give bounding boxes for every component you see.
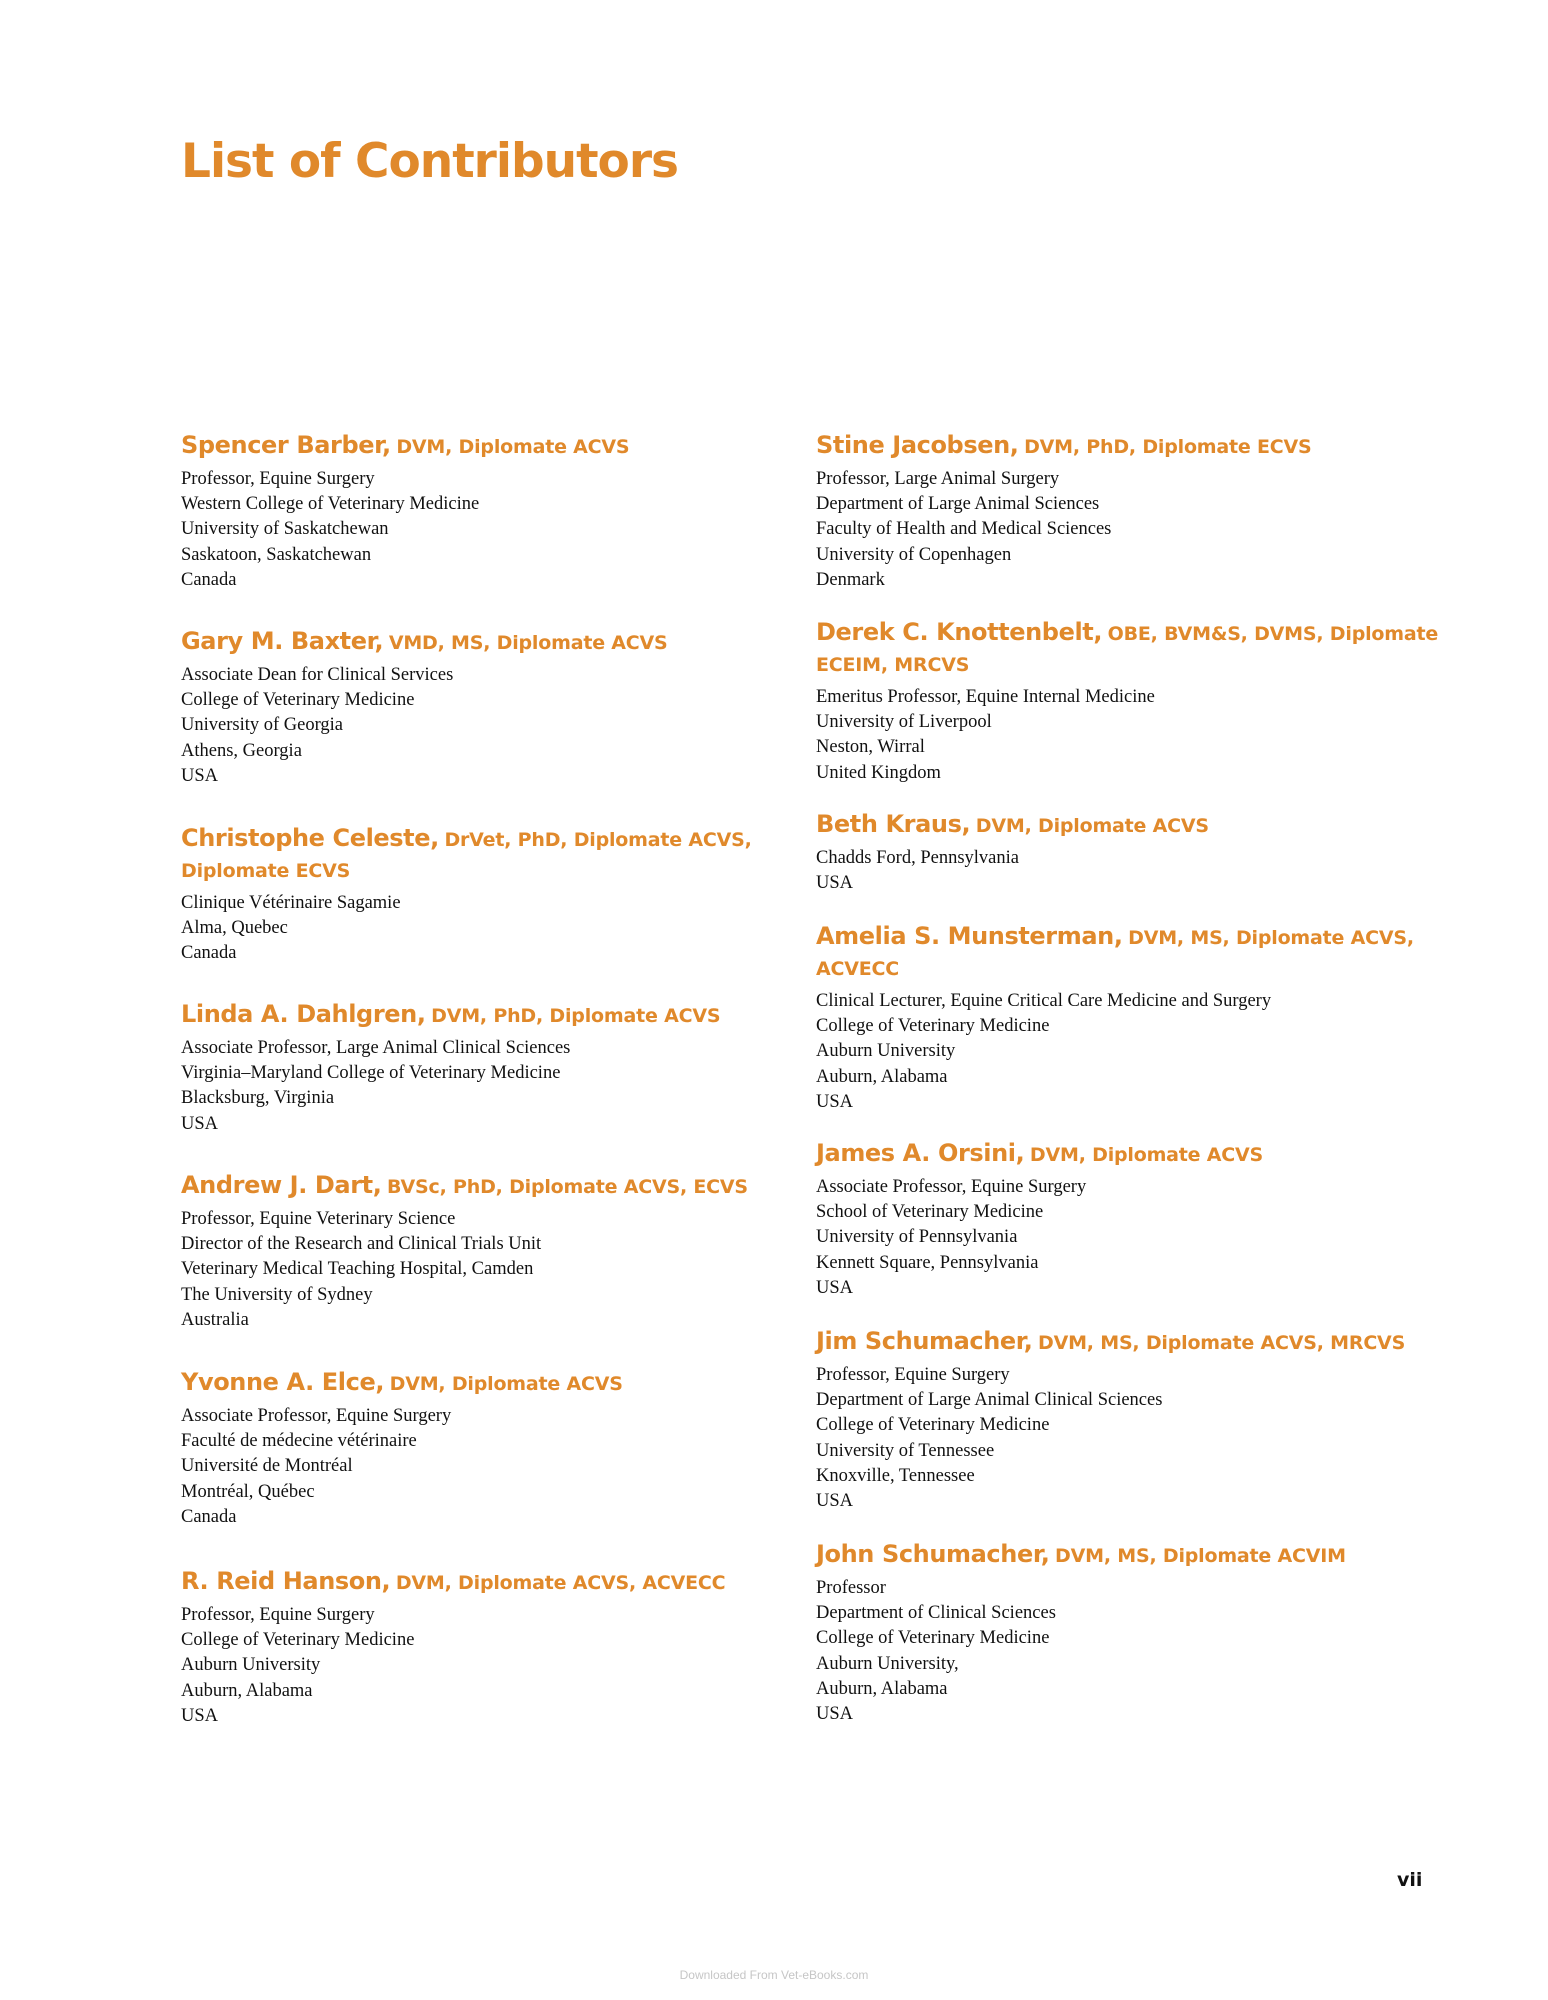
contributor-name: Derek C. Knottenbelt,	[816, 618, 1103, 646]
contributor-entry	[181, 1170, 791, 1333]
contributor-credentials: BVSc, PhD, Diplomate ACVS, ECVS	[387, 1176, 748, 1198]
contributor-name: Amelia S. Munsterman,	[816, 922, 1123, 950]
contributor-entry	[181, 823, 791, 967]
affiliation-line: Professor, Equine Surgery	[816, 1365, 1010, 1385]
affiliation-line: Auburn University	[181, 1655, 321, 1676]
contributor-heading	[181, 823, 791, 887]
affiliation-line: Auburn University,	[816, 1653, 959, 1674]
affiliation-line: The University of Sydney	[181, 1284, 373, 1305]
affiliation-line: United Kingdom	[816, 762, 941, 783]
contributor-name: Gary M. Baxter,	[181, 627, 384, 655]
contributor-heading	[816, 1326, 1446, 1359]
contributor-heading	[181, 626, 791, 659]
affiliation-line: Chadds Ford, Pennsylvania	[816, 848, 1019, 868]
affiliation-line: Faculty of Health and Medical Sciences	[816, 519, 1112, 540]
affiliation-line: University of Pennsylvania	[816, 1227, 1018, 1248]
affiliation-line: Department of Clinical Sciences	[816, 1603, 1056, 1624]
affiliation-line: Professor, Equine Surgery	[181, 469, 375, 489]
contributor-credentials: DVM, Diplomate ACVS	[396, 436, 630, 458]
contributor-entry	[181, 1566, 791, 1729]
affiliation-line: Auburn, Alabama	[816, 1066, 948, 1087]
contributor-entry	[816, 921, 1446, 1115]
affiliation-line: University of Copenhagen	[816, 544, 1012, 565]
affiliation-line: University of Liverpool	[816, 712, 992, 733]
affiliation-line: USA	[816, 1277, 854, 1298]
affiliation-line: Veterinary Medical Teaching Hospital, Camden	[181, 1259, 534, 1280]
contributor-entry	[181, 999, 791, 1137]
contributor-name: Christophe Celeste,	[181, 824, 439, 852]
affiliation-line: USA	[181, 1705, 219, 1726]
affiliation-line: College of Veterinary Medicine	[816, 1415, 1050, 1436]
affiliation-line: Denmark	[816, 569, 885, 590]
contributor-name: Jim Schumacher,	[816, 1327, 1033, 1355]
contributor-name: R. Reid Hanson,	[181, 1567, 391, 1595]
contributor-credentials: DVM, MS, Diplomate ACVIM	[1055, 1545, 1346, 1567]
contributor-heading	[816, 809, 1446, 842]
contributor-name: James A. Orsini,	[816, 1139, 1025, 1167]
affiliation-line: College of Veterinary Medicine	[816, 1628, 1050, 1649]
affiliation-line: Professor	[816, 1578, 886, 1598]
affiliation-line: Professor, Equine Veterinary Science	[181, 1209, 456, 1229]
contributor-entry	[816, 1138, 1446, 1301]
page-title: List of Contributors	[181, 134, 678, 189]
contributor-credentials: DVM, PhD, Diplomate ACVS	[431, 1005, 721, 1027]
affiliation-line: Australia	[181, 1309, 249, 1330]
contributor-entry	[816, 1326, 1446, 1514]
contributor-name: Linda A. Dahlgren,	[181, 1000, 426, 1028]
affiliation-line: Saskatoon, Saskatchewan	[181, 544, 372, 565]
contributor-credentials: DrVet, PhD, Diplomate ACVS, Diplomate ECVS	[181, 829, 752, 882]
contributor-credentials: DVM, MS, Diplomate ACVS, ACVECC	[816, 927, 1414, 980]
affiliation-line: USA	[816, 1091, 854, 1112]
affiliation-line: Canada	[181, 569, 237, 590]
contributor-name: Andrew J. Dart,	[181, 1171, 382, 1199]
affiliation-line: School of Veterinary Medicine	[816, 1202, 1044, 1223]
contributor-name: John Schumacher,	[816, 1540, 1050, 1568]
affiliation-line: College of Veterinary Medicine	[816, 1016, 1050, 1037]
contributor-entry	[181, 430, 791, 593]
affiliation-line: University of Saskatchewan	[181, 519, 389, 540]
contributor-heading	[816, 430, 1446, 463]
contributor-name: Spencer Barber,	[181, 431, 391, 459]
affiliation-line: USA	[816, 873, 854, 894]
contributor-credentials: DVM, PhD, Diplomate ECVS	[1024, 436, 1312, 458]
contributor-credentials: DVM, Diplomate ACVS	[975, 815, 1209, 837]
affiliation-line: Faculté de médecine vétérinaire	[181, 1431, 417, 1452]
affiliation-line: Alma, Quebec	[181, 918, 288, 939]
affiliation-line: Neston, Wirral	[816, 737, 925, 758]
contributor-entry	[816, 809, 1446, 896]
affiliation-line: Kennett Square, Pennsylvania	[816, 1252, 1039, 1273]
affiliation-line: Western College of Veterinary Medicine	[181, 494, 480, 515]
contributor-credentials: DVM, Diplomate ACVS	[1029, 1144, 1264, 1166]
affiliation-line: Associate Dean for Clinical Services	[181, 665, 454, 685]
contributor-credentials: DVM, Diplomate ACVS, ACVECC	[395, 1572, 726, 1594]
affiliation-line: Athens, Georgia	[181, 740, 302, 761]
contributor-heading	[816, 921, 1446, 985]
contributor-name: Beth Kraus,	[816, 810, 971, 838]
contributor-heading	[181, 999, 791, 1032]
contributor-heading	[816, 1138, 1446, 1171]
contributor-entry	[816, 1539, 1446, 1727]
contributor-credentials: OBE, BVM&S, DVMS, Diplomate ECEIM, MRCVS	[816, 623, 1439, 676]
affiliation-line: Canada	[181, 1506, 237, 1527]
affiliation-line: Knoxville, Tennessee	[816, 1465, 975, 1486]
contributor-credentials: DVM, MS, Diplomate ACVS, MRCVS	[1038, 1332, 1406, 1354]
affiliation-line: Department of Large Animal Clinical Sciences	[816, 1390, 1163, 1411]
affiliation-line: USA	[181, 1113, 219, 1134]
contributor-credentials: DVM, Diplomate ACVS	[389, 1373, 623, 1395]
affiliation-line: College of Veterinary Medicine	[181, 1630, 415, 1651]
contributor-entry	[816, 430, 1446, 593]
contributor-name: Stine Jacobsen,	[816, 431, 1019, 459]
page-number: vii	[1397, 1869, 1423, 1891]
contributor-name: Yvonne A. Elce,	[181, 1368, 385, 1396]
contributor-heading	[181, 1170, 791, 1203]
affiliation-line: Auburn, Alabama	[181, 1680, 313, 1701]
affiliation-line: Director of the Research and Clinical Trials Unit	[181, 1234, 542, 1255]
contributor-heading	[181, 430, 791, 463]
affiliation-line: USA	[816, 1491, 854, 1512]
contributor-entry	[181, 1367, 791, 1530]
affiliation-line: Université de Montréal	[181, 1456, 353, 1477]
affiliation-line: Associate Professor, Large Animal Clinical Sciences	[181, 1038, 571, 1058]
affiliation-line: USA	[816, 1704, 854, 1725]
affiliation-line: Professor, Large Animal Surgery	[816, 469, 1060, 489]
affiliation-line: Canada	[181, 943, 237, 964]
affiliation-line: Auburn University	[816, 1041, 956, 1062]
contributor-credentials: VMD, MS, Diplomate ACVS	[388, 632, 668, 654]
affiliation-line: Auburn, Alabama	[816, 1678, 948, 1699]
affiliation-line: University of Georgia	[181, 715, 344, 736]
affiliation-line: Clinique Vétérinaire Sagamie	[181, 893, 401, 913]
affiliation-line: Montréal, Québec	[181, 1481, 315, 1502]
contributor-heading	[181, 1566, 791, 1599]
affiliation-line: Blacksburg, Virginia	[181, 1088, 335, 1109]
contributor-entry	[816, 617, 1446, 786]
affiliation-line: Associate Professor, Equine Surgery	[181, 1406, 452, 1426]
contributor-heading	[181, 1367, 791, 1400]
contributor-heading	[816, 617, 1446, 681]
affiliation-line: Professor, Equine Surgery	[181, 1605, 375, 1625]
contributor-entry	[181, 626, 791, 789]
affiliation-line: USA	[181, 765, 219, 786]
affiliation-line: Emeritus Professor, Equine Internal Medicine	[816, 687, 1155, 707]
affiliation-line: University of Tennessee	[816, 1440, 995, 1461]
affiliation-line: College of Veterinary Medicine	[181, 690, 415, 711]
affiliation-line: Department of Large Animal Sciences	[816, 494, 1100, 515]
affiliation-line: Associate Professor, Equine Surgery	[816, 1177, 1087, 1197]
affiliation-line: Virginia–Maryland College of Veterinary Medicine	[181, 1063, 561, 1084]
affiliation-line: Clinical Lecturer, Equine Critical Care Medicine and Surgery	[816, 991, 1272, 1011]
download-source-note: Downloaded From Vet-eBooks.com	[679, 1968, 869, 1982]
contributor-heading	[816, 1539, 1446, 1572]
